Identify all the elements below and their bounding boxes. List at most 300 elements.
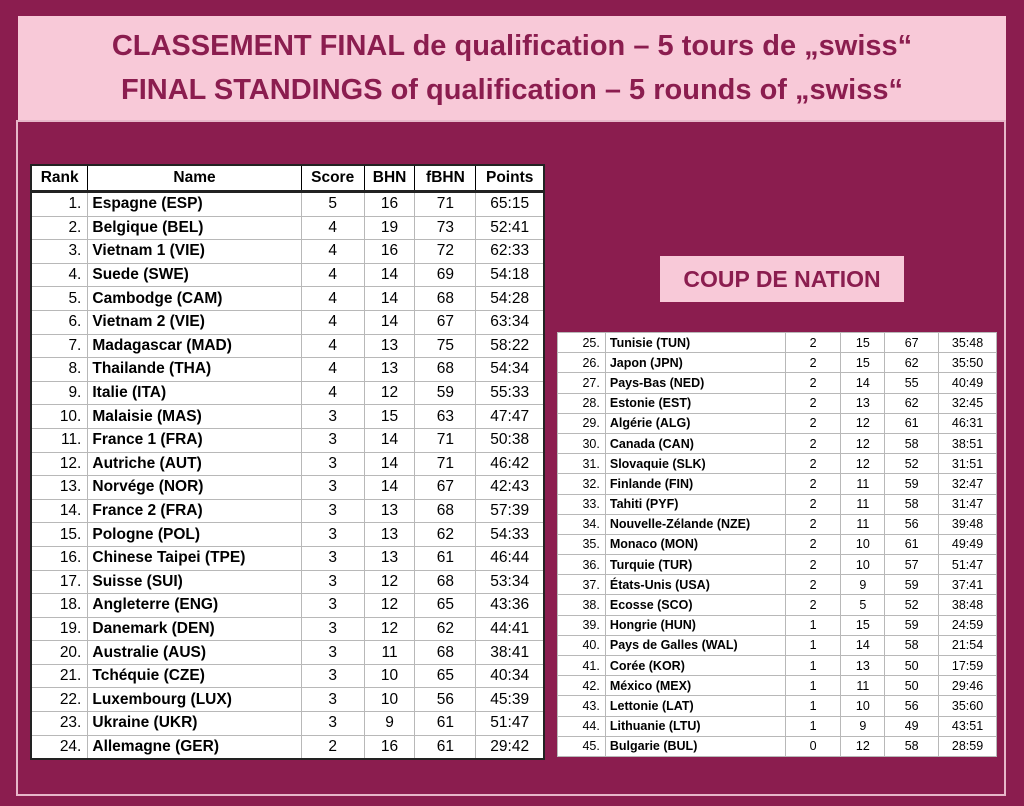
cell-fbhn: 75	[415, 334, 476, 358]
table-row	[31, 712, 544, 736]
table-row	[558, 716, 997, 736]
cell-score: 1	[785, 696, 841, 716]
cell-bhn: 10	[841, 555, 885, 575]
table-row	[31, 287, 544, 311]
cell-score: 3	[301, 617, 364, 641]
table-row	[31, 334, 544, 358]
cell-bhn: 12	[841, 433, 885, 453]
title-banner	[18, 16, 1006, 120]
cell-fbhn: 55	[885, 373, 939, 393]
cell-name: Vietnam 1 (VIE)	[88, 240, 301, 264]
cell-name: Algérie (ALG)	[605, 413, 785, 433]
table-row	[558, 514, 997, 534]
cell-name: Madagascar (MAD)	[88, 334, 301, 358]
cell-fbhn: 71	[415, 452, 476, 476]
cell-fbhn: 68	[415, 499, 476, 523]
cell-rank: 35.	[558, 534, 606, 554]
cell-score: 2	[301, 735, 364, 759]
cell-rank: 30.	[558, 433, 606, 453]
table-row	[558, 494, 997, 514]
cell-bhn: 16	[364, 192, 415, 217]
cell-score: 3	[301, 476, 364, 500]
table-row	[31, 735, 544, 759]
cell-bhn: 13	[364, 499, 415, 523]
cell-name: États-Unis (USA)	[605, 575, 785, 595]
cell-name: Allemagne (GER)	[88, 735, 301, 759]
cell-score: 3	[301, 594, 364, 618]
cell-bhn: 13	[841, 393, 885, 413]
cell-points: 35:48	[939, 333, 997, 353]
cell-name: Tunisie (TUN)	[605, 333, 785, 353]
cell-points: 29:42	[476, 735, 544, 759]
cell-rank: 38.	[558, 595, 606, 615]
cell-fbhn: 68	[415, 287, 476, 311]
cell-fbhn: 68	[415, 358, 476, 382]
cell-rank: 15.	[31, 523, 88, 547]
table-row	[558, 413, 997, 433]
cell-fbhn: 58	[885, 433, 939, 453]
cell-bhn: 11	[364, 641, 415, 665]
cell-rank: 4.	[31, 263, 88, 287]
table-row	[31, 192, 544, 217]
cell-name: Canada (CAN)	[605, 433, 785, 453]
cell-bhn: 10	[841, 534, 885, 554]
cell-score: 1	[785, 656, 841, 676]
cell-fbhn: 59	[885, 474, 939, 494]
cell-score: 2	[785, 393, 841, 413]
cell-rank: 1.	[31, 192, 88, 217]
cell-score: 2	[785, 433, 841, 453]
cell-bhn: 9	[841, 575, 885, 595]
cell-fbhn: 73	[415, 216, 476, 240]
cell-name: Lettonie (LAT)	[605, 696, 785, 716]
table-row	[558, 656, 997, 676]
cell-name: Espagne (ESP)	[88, 192, 301, 217]
table-row	[558, 534, 997, 554]
table-row	[31, 240, 544, 264]
cell-score: 0	[785, 736, 841, 756]
cell-name: Luxembourg (LUX)	[88, 688, 301, 712]
cell-points: 35:60	[939, 696, 997, 716]
cell-rank: 12.	[31, 452, 88, 476]
cell-points: 46:42	[476, 452, 544, 476]
table-header-row	[31, 165, 544, 192]
table-row	[558, 393, 997, 413]
table-row	[558, 676, 997, 696]
cell-fbhn: 59	[885, 575, 939, 595]
cell-name: Cambodge (CAM)	[88, 287, 301, 311]
cell-name: France 2 (FRA)	[88, 499, 301, 523]
cell-bhn: 12	[841, 413, 885, 433]
cell-bhn: 14	[364, 287, 415, 311]
standings-table-bottom	[557, 332, 997, 757]
cell-points: 35:50	[939, 353, 997, 373]
cell-points: 45:39	[476, 688, 544, 712]
cell-name: Pays-Bas (NED)	[605, 373, 785, 393]
cell-name: Autriche (AUT)	[88, 452, 301, 476]
cell-fbhn: 49	[885, 716, 939, 736]
cell-rank: 18.	[31, 594, 88, 618]
cell-bhn: 12	[364, 570, 415, 594]
cell-rank: 42.	[558, 676, 606, 696]
cell-rank: 22.	[31, 688, 88, 712]
cell-score: 2	[785, 353, 841, 373]
cell-bhn: 11	[841, 474, 885, 494]
cell-fbhn: 67	[885, 333, 939, 353]
cell-fbhn: 61	[885, 534, 939, 554]
table-row	[31, 499, 544, 523]
cell-fbhn: 58	[885, 494, 939, 514]
cell-bhn: 16	[364, 735, 415, 759]
cell-fbhn: 62	[415, 617, 476, 641]
cell-score: 4	[301, 287, 364, 311]
cell-fbhn: 59	[415, 381, 476, 405]
table-row	[31, 428, 544, 452]
cell-name: Bulgarie (BUL)	[605, 736, 785, 756]
cell-name: Lithuanie (LTU)	[605, 716, 785, 736]
cell-points: 55:33	[476, 381, 544, 405]
cell-rank: 5.	[31, 287, 88, 311]
cell-rank: 41.	[558, 656, 606, 676]
cell-fbhn: 68	[415, 570, 476, 594]
cell-bhn: 13	[364, 358, 415, 382]
cell-bhn: 12	[841, 454, 885, 474]
cell-points: 29:46	[939, 676, 997, 696]
cell-points: 28:59	[939, 736, 997, 756]
header-bhn: BHN	[364, 165, 415, 192]
cell-score: 4	[301, 310, 364, 334]
cell-name: Hongrie (HUN)	[605, 615, 785, 635]
table-row	[31, 641, 544, 665]
cell-name: Corée (KOR)	[605, 656, 785, 676]
table-row	[31, 263, 544, 287]
cell-points: 38:41	[476, 641, 544, 665]
cell-rank: 27.	[558, 373, 606, 393]
table-row	[31, 523, 544, 547]
cell-fbhn: 62	[885, 353, 939, 373]
cell-points: 31:51	[939, 454, 997, 474]
table-row	[31, 358, 544, 382]
cell-fbhn: 50	[885, 656, 939, 676]
cell-points: 54:34	[476, 358, 544, 382]
cell-score: 2	[785, 494, 841, 514]
table-row	[31, 664, 544, 688]
cell-points: 31:47	[939, 494, 997, 514]
table-row	[558, 696, 997, 716]
cell-bhn: 10	[841, 696, 885, 716]
cell-fbhn: 59	[885, 615, 939, 635]
table-row	[558, 333, 997, 353]
cell-rank: 20.	[31, 641, 88, 665]
cell-bhn: 14	[364, 263, 415, 287]
cell-points: 37:41	[939, 575, 997, 595]
cell-score: 2	[785, 333, 841, 353]
cell-points: 53:34	[476, 570, 544, 594]
cell-points: 24:59	[939, 615, 997, 635]
title-line-english: FINAL STANDINGS of qualification – 5 rounds of „swiss“	[121, 74, 903, 106]
header-score: Score	[301, 165, 364, 192]
cell-points: 57:39	[476, 499, 544, 523]
cell-score: 4	[301, 216, 364, 240]
cell-rank: 17.	[31, 570, 88, 594]
cell-rank: 6.	[31, 310, 88, 334]
cell-fbhn: 71	[415, 428, 476, 452]
cell-points: 46:31	[939, 413, 997, 433]
cell-fbhn: 65	[415, 664, 476, 688]
cell-fbhn: 62	[415, 523, 476, 547]
cell-name: Australie (AUS)	[88, 641, 301, 665]
cell-points: 49:49	[939, 534, 997, 554]
cell-points: 52:41	[476, 216, 544, 240]
cell-score: 4	[301, 263, 364, 287]
cell-score: 2	[785, 413, 841, 433]
cell-bhn: 13	[364, 546, 415, 570]
table-row	[558, 373, 997, 393]
cell-fbhn: 62	[885, 393, 939, 413]
cell-points: 32:45	[939, 393, 997, 413]
header-name: Name	[88, 165, 301, 192]
cell-score: 1	[785, 676, 841, 696]
cell-bhn: 11	[841, 494, 885, 514]
cell-bhn: 14	[364, 452, 415, 476]
cell-fbhn: 63	[415, 405, 476, 429]
cell-name: Belgique (BEL)	[88, 216, 301, 240]
cell-fbhn: 56	[885, 696, 939, 716]
cell-score: 4	[301, 358, 364, 382]
cell-name: Finlande (FIN)	[605, 474, 785, 494]
table-row	[558, 474, 997, 494]
cell-fbhn: 68	[415, 641, 476, 665]
title-line-french: CLASSEMENT FINAL de qualification – 5 tours de „swiss“	[111, 30, 913, 62]
cell-fbhn: 69	[415, 263, 476, 287]
cell-points: 47:47	[476, 405, 544, 429]
cell-score: 3	[301, 712, 364, 736]
cell-name: México (MEX)	[605, 676, 785, 696]
cell-rank: 24.	[31, 735, 88, 759]
cell-bhn: 13	[364, 523, 415, 547]
cell-points: 58:22	[476, 334, 544, 358]
cell-rank: 32.	[558, 474, 606, 494]
cell-fbhn: 56	[415, 688, 476, 712]
cell-rank: 8.	[31, 358, 88, 382]
cell-points: 32:47	[939, 474, 997, 494]
cell-bhn: 12	[364, 594, 415, 618]
cell-bhn: 11	[841, 676, 885, 696]
cell-score: 3	[301, 546, 364, 570]
cell-name: Malaisie (MAS)	[88, 405, 301, 429]
cell-points: 42:43	[476, 476, 544, 500]
cell-points: 43:36	[476, 594, 544, 618]
cell-name: Monaco (MON)	[605, 534, 785, 554]
table-row	[558, 595, 997, 615]
cell-fbhn: 58	[885, 736, 939, 756]
cell-fbhn: 52	[885, 595, 939, 615]
cell-score: 3	[301, 570, 364, 594]
cell-rank: 45.	[558, 736, 606, 756]
cell-name: Danemark (DEN)	[88, 617, 301, 641]
cell-name: Pologne (POL)	[88, 523, 301, 547]
cell-rank: 16.	[31, 546, 88, 570]
cell-score: 2	[785, 534, 841, 554]
table-row	[31, 452, 544, 476]
cell-name: Vietnam 2 (VIE)	[88, 310, 301, 334]
cell-points: 51:47	[476, 712, 544, 736]
cell-score: 1	[785, 716, 841, 736]
table-row	[31, 310, 544, 334]
cell-points: 17:59	[939, 656, 997, 676]
cell-rank: 21.	[31, 664, 88, 688]
cell-rank: 23.	[31, 712, 88, 736]
cell-fbhn: 52	[885, 454, 939, 474]
cell-score: 3	[301, 688, 364, 712]
table-row	[558, 353, 997, 373]
cell-rank: 39.	[558, 615, 606, 635]
cell-bhn: 15	[841, 615, 885, 635]
table-row	[558, 635, 997, 655]
cell-rank: 28.	[558, 393, 606, 413]
cell-name: Suede (SWE)	[88, 263, 301, 287]
cell-points: 65:15	[476, 192, 544, 217]
cell-bhn: 10	[364, 688, 415, 712]
cell-bhn: 15	[841, 333, 885, 353]
cell-bhn: 15	[364, 405, 415, 429]
cell-points: 21:54	[939, 635, 997, 655]
cell-name: Japon (JPN)	[605, 353, 785, 373]
cell-fbhn: 50	[885, 676, 939, 696]
cell-rank: 25.	[558, 333, 606, 353]
cell-name: France 1 (FRA)	[88, 428, 301, 452]
cell-bhn: 14	[364, 428, 415, 452]
cell-bhn: 13	[364, 334, 415, 358]
cell-score: 3	[301, 428, 364, 452]
table-row	[31, 546, 544, 570]
cell-rank: 19.	[31, 617, 88, 641]
cell-name: Turquie (TUR)	[605, 555, 785, 575]
cell-name: Tahiti (PYF)	[605, 494, 785, 514]
cell-bhn: 9	[841, 716, 885, 736]
cell-score: 2	[785, 595, 841, 615]
table-row	[31, 688, 544, 712]
cell-rank: 10.	[31, 405, 88, 429]
cell-score: 5	[301, 192, 364, 217]
cell-score: 3	[301, 664, 364, 688]
cell-name: Estonie (EST)	[605, 393, 785, 413]
cell-name: Norvége (NOR)	[88, 476, 301, 500]
table-row	[31, 216, 544, 240]
header-fbhn: fBHN	[415, 165, 476, 192]
cell-score: 3	[301, 641, 364, 665]
cell-rank: 34.	[558, 514, 606, 534]
table-row	[31, 617, 544, 641]
cell-fbhn: 61	[415, 735, 476, 759]
cell-fbhn: 65	[415, 594, 476, 618]
table-row	[31, 405, 544, 429]
cell-rank: 11.	[31, 428, 88, 452]
cell-points: 54:33	[476, 523, 544, 547]
table-row	[558, 454, 997, 474]
cell-rank: 13.	[31, 476, 88, 500]
cell-bhn: 16	[364, 240, 415, 264]
cell-name: Angleterre (ENG)	[88, 594, 301, 618]
cell-fbhn: 61	[415, 546, 476, 570]
cell-name: Thailande (THA)	[88, 358, 301, 382]
cell-points: 54:18	[476, 263, 544, 287]
cell-name: Pays de Galles (WAL)	[605, 635, 785, 655]
cell-bhn: 5	[841, 595, 885, 615]
cell-name: Ecosse (SCO)	[605, 595, 785, 615]
cell-score: 2	[785, 555, 841, 575]
cell-rank: 9.	[31, 381, 88, 405]
cell-rank: 40.	[558, 635, 606, 655]
table-row	[558, 433, 997, 453]
cell-bhn: 14	[841, 373, 885, 393]
cell-rank: 14.	[31, 499, 88, 523]
table-row	[558, 575, 997, 595]
cell-rank: 31.	[558, 454, 606, 474]
table-row	[31, 381, 544, 405]
cell-score: 4	[301, 240, 364, 264]
cell-bhn: 9	[364, 712, 415, 736]
cell-rank: 2.	[31, 216, 88, 240]
cell-score: 2	[785, 514, 841, 534]
cell-score: 1	[785, 635, 841, 655]
table-row	[31, 570, 544, 594]
cell-name: Italie (ITA)	[88, 381, 301, 405]
cell-bhn: 12	[841, 736, 885, 756]
cell-rank: 7.	[31, 334, 88, 358]
cell-bhn: 10	[364, 664, 415, 688]
header-rank: Rank	[31, 165, 88, 192]
cell-points: 38:48	[939, 595, 997, 615]
cell-fbhn: 67	[415, 310, 476, 334]
cell-name: Nouvelle-Zélande (NZE)	[605, 514, 785, 534]
cell-rank: 43.	[558, 696, 606, 716]
cell-points: 46:44	[476, 546, 544, 570]
cell-rank: 44.	[558, 716, 606, 736]
cell-score: 1	[785, 615, 841, 635]
standings-table-top	[30, 164, 545, 760]
cell-name: Ukraine (UKR)	[88, 712, 301, 736]
cell-score: 3	[301, 452, 364, 476]
cell-points: 43:51	[939, 716, 997, 736]
cell-rank: 37.	[558, 575, 606, 595]
cell-points: 40:49	[939, 373, 997, 393]
cell-bhn: 11	[841, 514, 885, 534]
cell-score: 2	[785, 474, 841, 494]
cell-points: 50:38	[476, 428, 544, 452]
cell-points: 62:33	[476, 240, 544, 264]
cell-fbhn: 67	[415, 476, 476, 500]
cell-score: 2	[785, 454, 841, 474]
cell-bhn: 15	[841, 353, 885, 373]
cell-points: 63:34	[476, 310, 544, 334]
cell-bhn: 13	[841, 656, 885, 676]
cell-fbhn: 57	[885, 555, 939, 575]
cell-rank: 36.	[558, 555, 606, 575]
header-points: Points	[476, 165, 544, 192]
cell-rank: 33.	[558, 494, 606, 514]
cell-points: 54:28	[476, 287, 544, 311]
cell-points: 40:34	[476, 664, 544, 688]
cell-name: Tchéquie (CZE)	[88, 664, 301, 688]
cell-bhn: 12	[364, 381, 415, 405]
cell-score: 4	[301, 334, 364, 358]
cell-points: 39:48	[939, 514, 997, 534]
cell-points: 51:47	[939, 555, 997, 575]
cell-fbhn: 61	[885, 413, 939, 433]
cell-bhn: 14	[841, 635, 885, 655]
cell-bhn: 14	[364, 310, 415, 334]
